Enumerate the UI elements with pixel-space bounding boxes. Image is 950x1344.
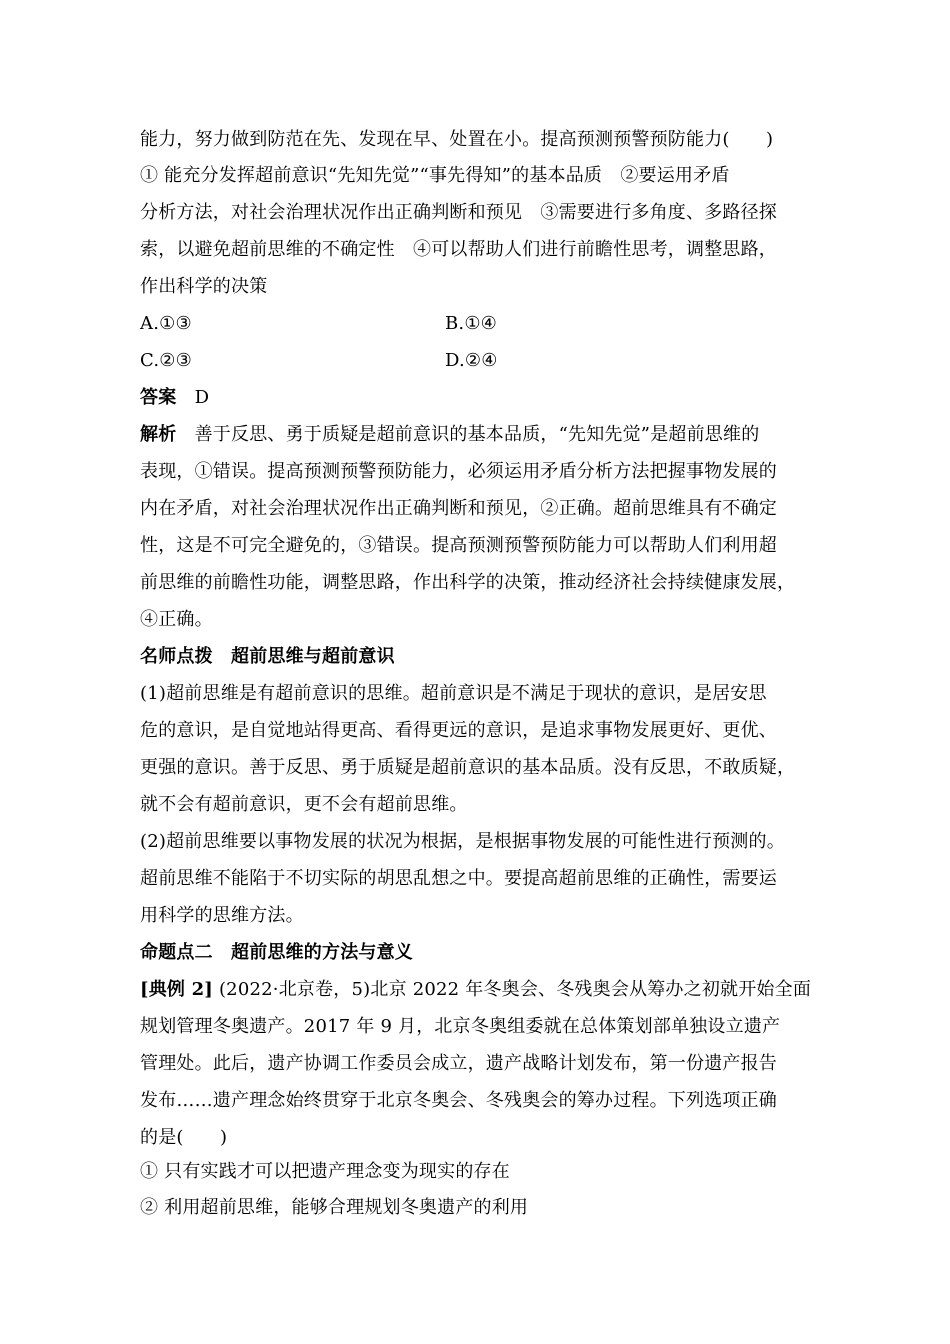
statement-line: ① 能充分发挥超前意识“先知先觉”“事先得知”的基本品质 ②要运用矛盾 <box>140 165 730 186</box>
option-c: C.②③ <box>140 350 192 371</box>
example-statement: ① 只有实践才可以把遗产理念变为现实的存在 <box>140 1161 510 1182</box>
analysis-row <box>140 423 759 447</box>
tip-line: (1)超前思维是有超前意识的思维。超前意识是不满足于现状的意识，是居安思 <box>140 683 767 704</box>
tip-line: 更强的意识。善于反思、勇于质疑是超前意识的基本品质。没有反思，不敢质疑， <box>140 757 796 778</box>
statement-line: 索，以避免超前思维的不确定性 ④可以帮助人们进行前瞻性思考，调整思路， <box>140 239 777 260</box>
example-text: (2022·北京卷，5)北京 2022 年冬奥会、冬残奥会从筹办之初就开始全面 <box>213 979 812 1000</box>
option-d: D.②④ <box>445 350 498 371</box>
example-line: 的是( ) <box>140 1127 228 1148</box>
section-heading: 命题点二 超前思维的方法与意义 <box>140 942 413 963</box>
analysis-line: 内在矛盾，对社会治理状况作出正确判断和预见，②正确。超前思维具有不确定 <box>140 498 777 519</box>
tip-line: 危的意识，是自觉地站得更高、看得更远的意识，是追求事物发展更好、更优、 <box>140 720 777 741</box>
example-line: 发布……遗产理念始终贯穿于北京冬奥会、冬残奥会的筹办过程。下列选项正确 <box>140 1090 777 1111</box>
statement-line: 分析方法，对社会治理状况作出正确判断和预见 ③需要进行多角度、多路径探 <box>140 202 777 223</box>
example-row <box>140 978 811 1002</box>
example-line: 规划管理冬奥遗产。2017 年 9 月，北京冬奥组委就在总体策划部单独设立遗产 <box>140 1016 781 1037</box>
statement-line: 作出科学的决策 <box>140 276 268 297</box>
tip-line: 超前思维不能陷于不切实际的胡思乱想之中。要提高超前思维的正确性，需要运 <box>140 868 777 889</box>
tip-line: 就不会有超前意识，更不会有超前思维。 <box>140 794 468 815</box>
answer-value: D <box>194 387 210 408</box>
question-stem-tail: 能力，努力做到防范在先、发现在早、处置在小。提高预测预警预防能力( ) <box>140 129 774 150</box>
analysis-line: 前思维的前瞻性功能，调整思路，作出科学的决策，推动经济社会持续健康发展， <box>140 572 796 593</box>
example-statement: ② 利用超前思维，能够合理规划冬奥遗产的利用 <box>140 1197 529 1218</box>
answer-label: 答案 <box>140 387 177 408</box>
analysis-line: ④正确。 <box>140 609 213 630</box>
analysis-line: 表现，①错误。提高预测预警预防能力，必须运用矛盾分析方法把握事物发展的 <box>140 461 777 482</box>
answer-row <box>140 386 209 410</box>
tip-line: (2)超前思维要以事物发展的状况为根据，是根据事物发展的可能性进行预测的。 <box>140 831 785 852</box>
example-label: [典例 2] <box>140 979 214 1000</box>
analysis-text: 善于反思、勇于质疑是超前意识的基本品质，“先知先觉”是超前思维的 <box>194 424 760 445</box>
analysis-line: 性，这是不可完全避免的，③错误。提高预测预警预防能力可以帮助人们利用超 <box>140 535 777 556</box>
analysis-label: 解析 <box>140 424 177 445</box>
example-line: 管理处。此后，遗产协调工作委员会成立，遗产战略计划发布，第一份遗产报告 <box>140 1053 777 1074</box>
tip-line: 用科学的思维方法。 <box>140 905 304 926</box>
option-b: B.①④ <box>445 313 498 334</box>
option-a: A.①③ <box>140 313 192 334</box>
tip-heading: 名师点拨 超前思维与超前意识 <box>140 646 395 667</box>
